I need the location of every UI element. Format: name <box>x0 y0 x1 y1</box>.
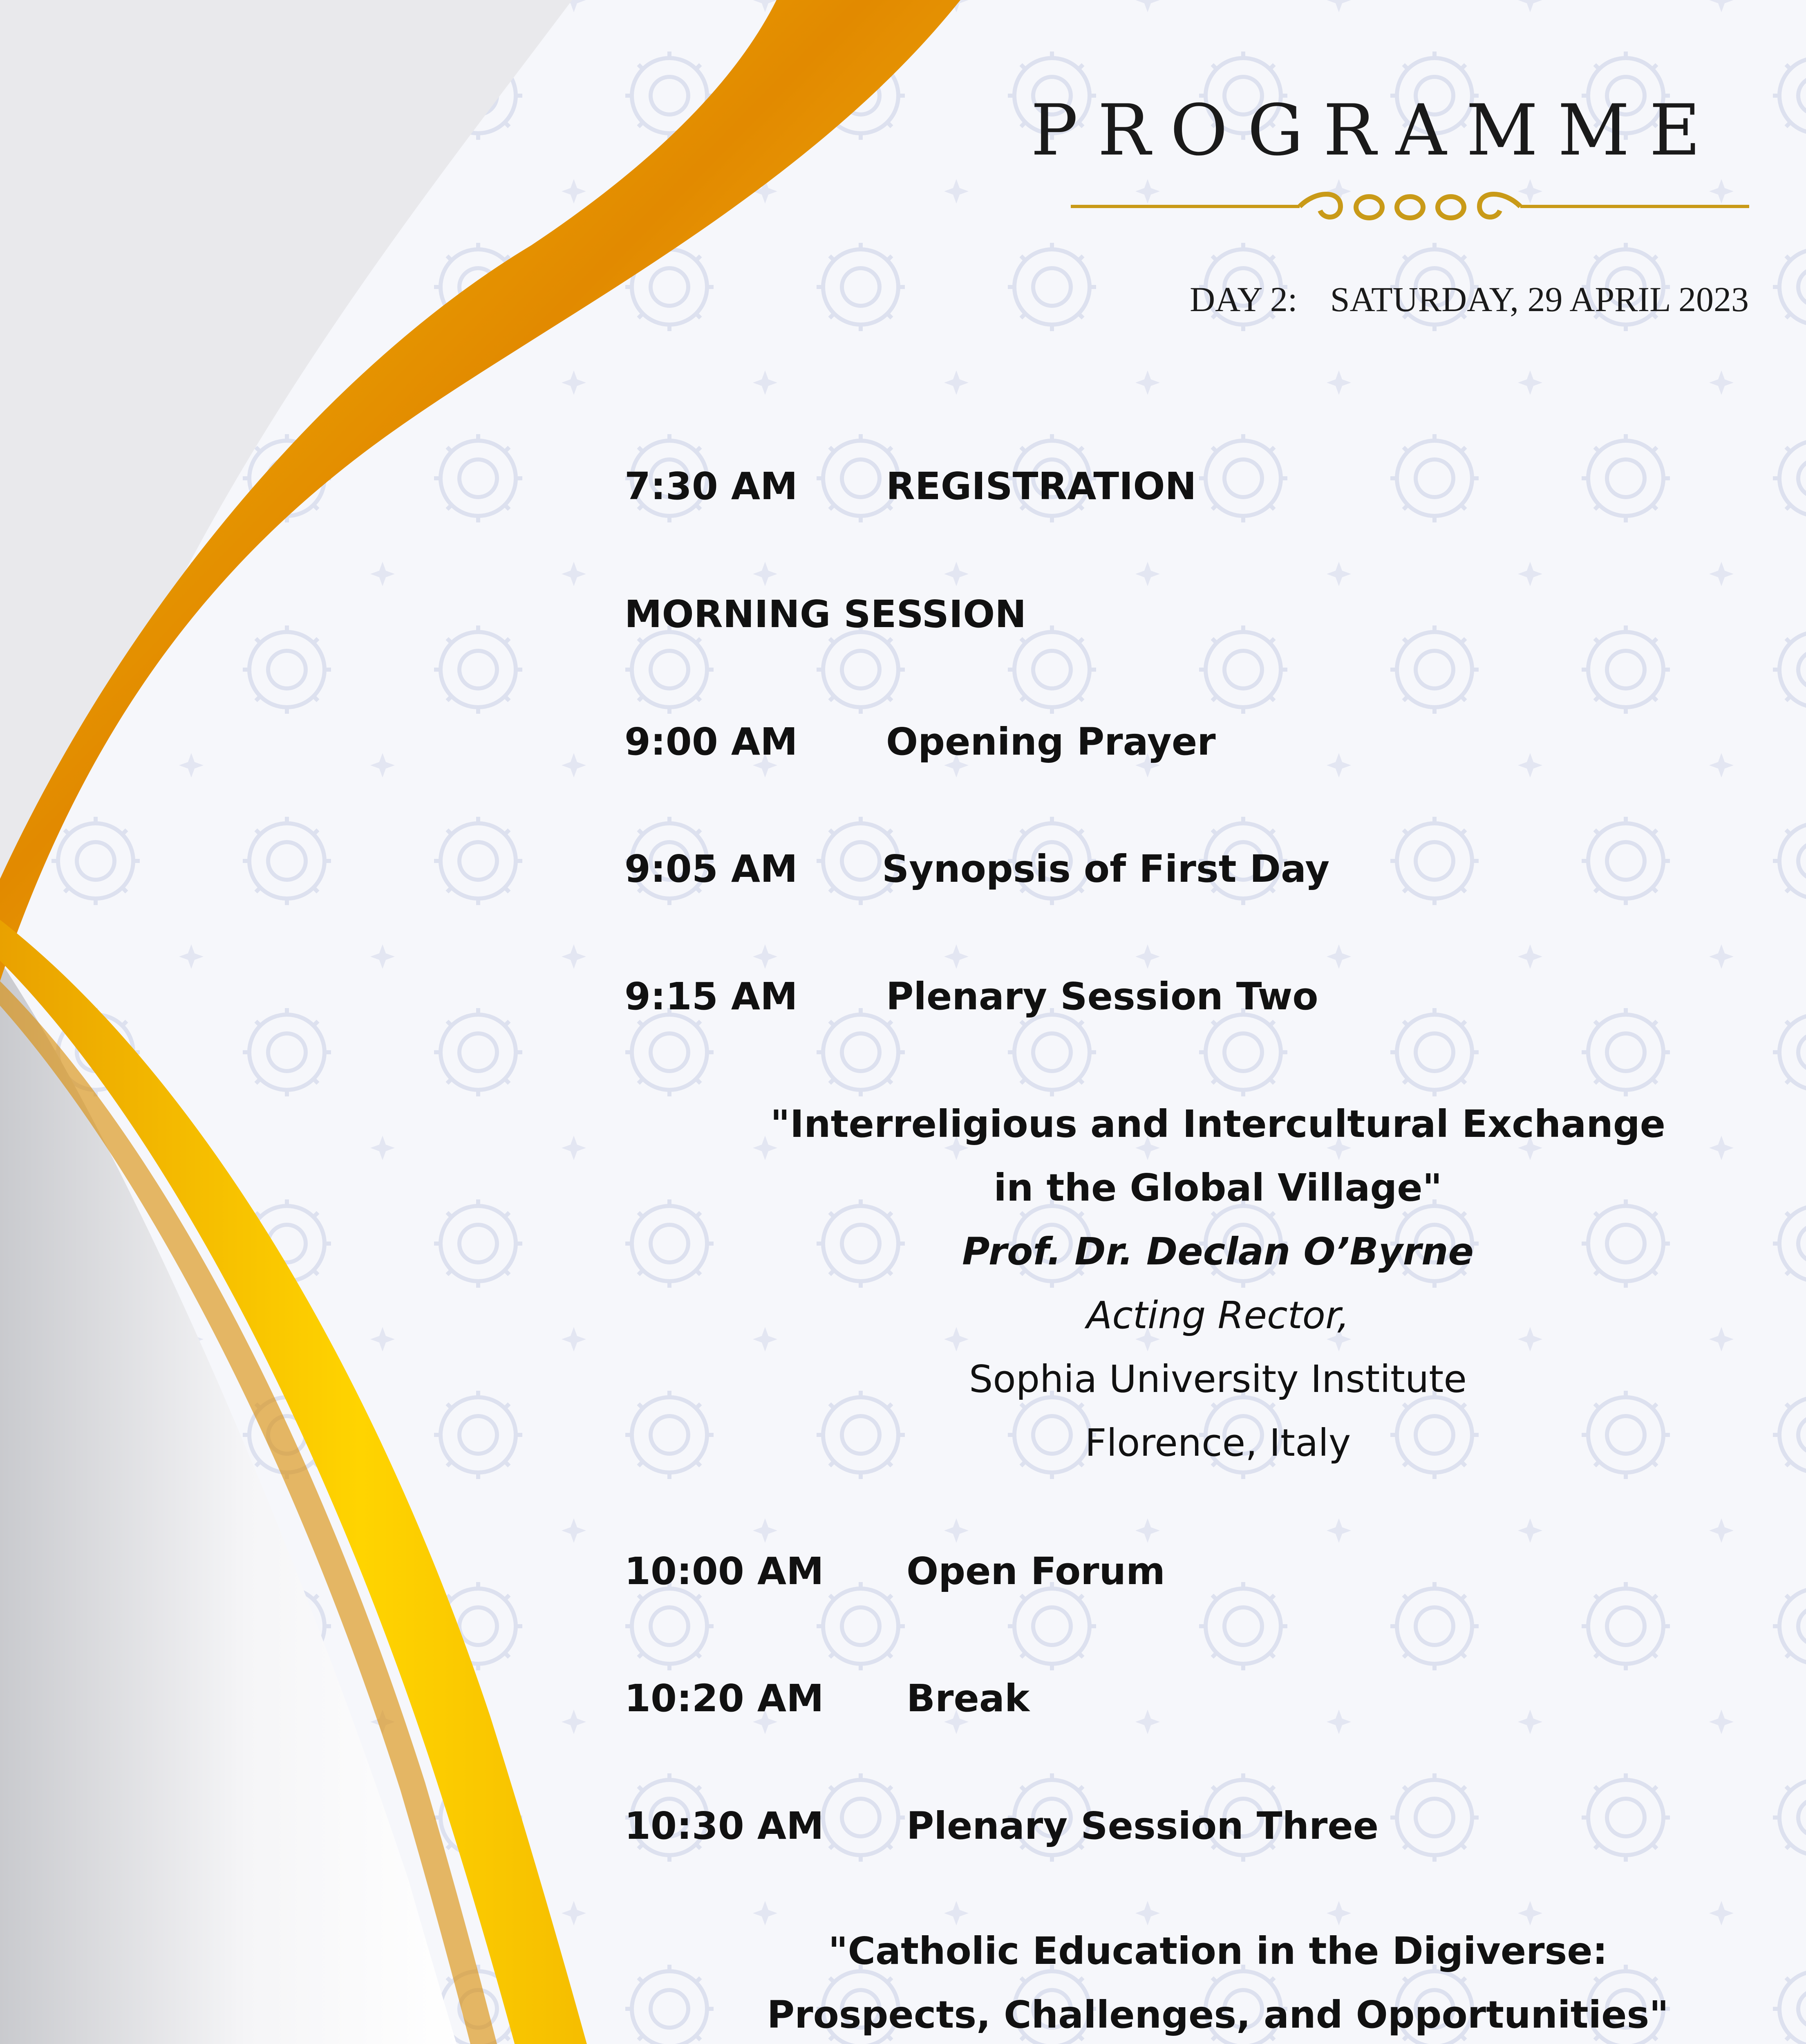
schedule-time: 10:30 AM <box>624 1804 824 1848</box>
schedule-activity: Synopsis of First Day <box>882 847 1330 891</box>
plenary-three-details <box>727 1919 1708 2044</box>
talk-title-line: in the Global Village" <box>994 1166 1442 1210</box>
morning-session-heading: MORNING SESSION <box>624 592 1027 636</box>
event-date: SATURDAY, 29 APRIL 2023 <box>1330 280 1749 319</box>
speaker-name: Prof. Dr. Declan O’Byrne <box>962 1230 1474 1273</box>
schedule-time: 7:30 AM <box>624 464 798 508</box>
schedule-activity: REGISTRATION <box>886 464 1197 508</box>
speaker-location: Florence, Italy <box>1085 1421 1351 1465</box>
talk-title-line: "Catholic Education in the Digiverse: <box>828 1929 1608 1973</box>
schedule-time: 10:20 AM <box>624 1676 824 1720</box>
schedule-activity: Plenary Session Three <box>906 1804 1379 1848</box>
speaker-role: Acting Rector, <box>1086 1293 1349 1337</box>
schedule-activity: Open Forum <box>906 1549 1166 1593</box>
plenary-two-details <box>727 1092 1708 1475</box>
talk-title-line: "Interreligious and Intercultural Exchange <box>770 1102 1666 1146</box>
schedule-time: 10:00 AM <box>624 1549 824 1593</box>
schedule-time: 9:05 AM <box>624 847 798 891</box>
schedule-activity: Opening Prayer <box>886 720 1216 764</box>
schedule-time: 9:00 AM <box>624 720 798 764</box>
gold-divider-ornament <box>1071 182 1749 231</box>
day-date-line <box>891 279 1749 320</box>
talk-title-line: Prospects, Challenges, and Opportunities" <box>767 1993 1669 2037</box>
schedule-activity: Plenary Session Two <box>886 975 1318 1018</box>
speaker-institution: Sophia University Institute <box>969 1357 1467 1401</box>
schedule-activity: Break <box>906 1676 1030 1720</box>
schedule-time: 9:15 AM <box>624 975 798 1018</box>
day-label: DAY 2: <box>1190 280 1298 319</box>
page-title: PROGRAMME <box>1030 89 1720 171</box>
